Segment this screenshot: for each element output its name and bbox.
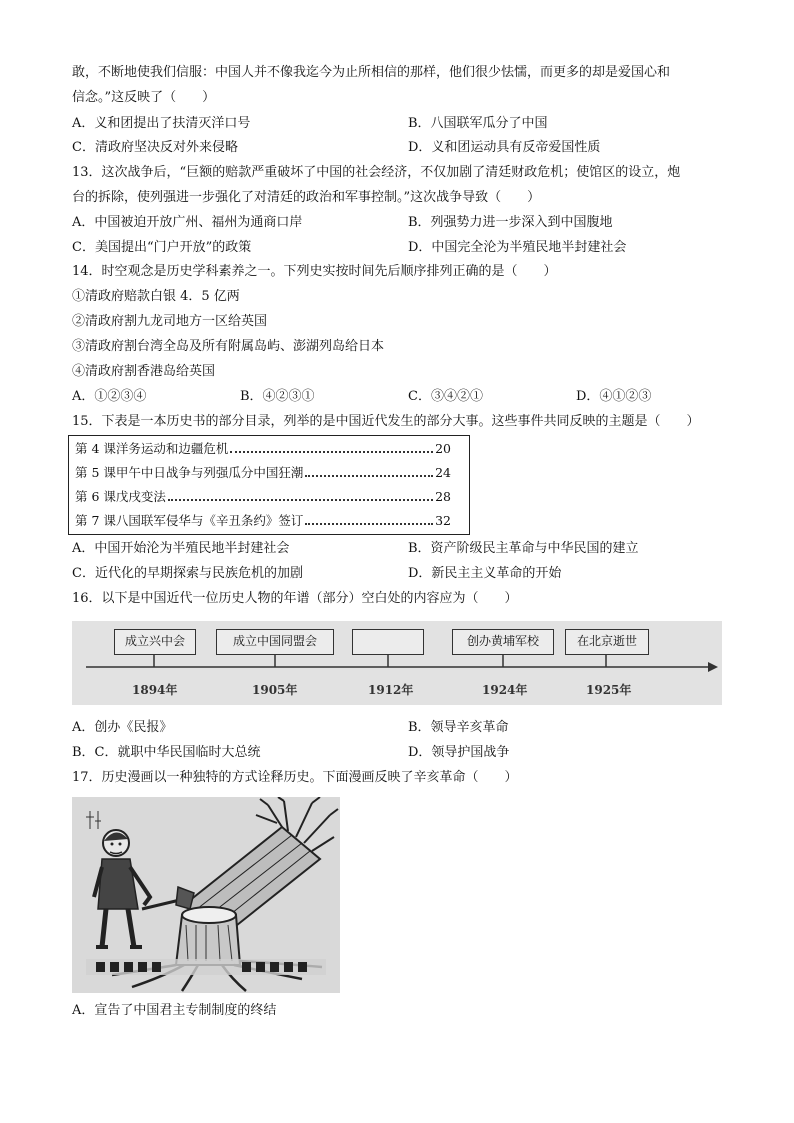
toc-title: 第 4 课洋务运动和边疆危机 bbox=[75, 441, 229, 456]
passage-line-1: 敢，不断地使我们信服：中国人并不像我迄今为止所相信的那样，他们很少怯懦，而更多的却是爱国心和 bbox=[72, 65, 671, 80]
q14-stem: 14．时空观念是历史学科素养之一。下列史实按时间先后顺序排列正确的是（ ） bbox=[72, 264, 557, 279]
q13-option-c[interactable]: C．美国提出“门户开放”的政策 bbox=[72, 240, 252, 255]
toc-row bbox=[75, 511, 451, 531]
q13-option-d[interactable]: D．中国完全沦为半殖民地半封建社会 bbox=[408, 240, 627, 255]
timeline-event: 创办黄埔军校 bbox=[452, 629, 554, 655]
toc-page-number: 28 bbox=[435, 489, 451, 504]
toc-title: 第 7 课八国联军侵华与《辛丑条约》签订 bbox=[75, 513, 304, 528]
q16-stem: 16．以下是中国近代一位历史人物的年谱（部分）空白处的内容应为（ ） bbox=[72, 591, 518, 606]
q12-option-d[interactable]: D．义和团运动具有反帝爱国性质 bbox=[408, 140, 601, 155]
q14-item-2: ②清政府割九龙司地方一区给英国 bbox=[72, 314, 268, 329]
toc-row bbox=[75, 439, 451, 459]
timeline-year: 1925年 bbox=[586, 683, 632, 697]
q14-item-4: ④清政府割香港岛给英国 bbox=[72, 364, 216, 379]
q15-option-d[interactable]: D．新民主主义革命的开始 bbox=[408, 566, 562, 581]
chronology-timeline bbox=[72, 621, 722, 705]
toc-page-number: 24 bbox=[435, 465, 451, 480]
q16-option-a[interactable]: A．创办《民报》 bbox=[72, 720, 173, 735]
q14-option-c[interactable]: C．③④②① bbox=[408, 389, 483, 404]
q13-stem-line-1: 13．这次战争后，“巨额的赔款严重破坏了中国的社会经济，不仅加剧了清廷财政危机；使馆区的设立，炮 bbox=[72, 165, 681, 180]
q17-stem: 17．历史漫画以一种独特的方式诠释历史。下面漫画反映了辛亥革命（ ） bbox=[72, 770, 518, 785]
timeline-year: 1924年 bbox=[482, 683, 528, 697]
timeline-event: 成立兴中会 bbox=[114, 629, 196, 655]
q12-option-b[interactable]: B．八国联军瓜分了中国 bbox=[408, 116, 548, 131]
timeline-year: 1905年 bbox=[252, 683, 298, 697]
toc-title: 第 5 课甲午中日战争与列强瓜分中国狂潮 bbox=[75, 465, 304, 480]
timeline-year: 1894年 bbox=[132, 683, 178, 697]
timeline-blank-box bbox=[352, 629, 424, 655]
history-cartoon bbox=[72, 797, 340, 993]
toc-page-number: 20 bbox=[435, 441, 451, 456]
q13-option-a[interactable]: A．中国被迫开放广州、福州为通商口岸 bbox=[72, 215, 303, 230]
q14-option-a[interactable]: A．①②③④ bbox=[72, 389, 147, 404]
toc-leader-dots bbox=[230, 451, 433, 453]
cartoon-illustration bbox=[72, 797, 340, 993]
q13-stem-line-2: 台的拆除，使列强进一步强化了对清廷的政治和军事控制。”这次战争导致（ ） bbox=[72, 190, 541, 205]
q16-option-c[interactable]: B．C．就职中华民国临时大总统 bbox=[72, 745, 261, 760]
toc-title: 第 6 课戊戌变法 bbox=[75, 489, 166, 504]
passage-line-2: 信念。”这反映了（ ） bbox=[72, 90, 216, 105]
q16-option-b[interactable]: B．领导辛亥革命 bbox=[408, 720, 509, 735]
q15-option-b[interactable]: B．资产阶级民主革命与中华民国的建立 bbox=[408, 541, 639, 556]
q16-option-d[interactable]: D．领导护国战争 bbox=[408, 745, 510, 760]
timeline-event: 成立中国同盟会 bbox=[216, 629, 334, 655]
q12-option-a[interactable]: A．义和团提出了扶清灭洋口号 bbox=[72, 116, 251, 131]
timeline-year: 1912年 bbox=[368, 683, 414, 697]
toc-row bbox=[75, 463, 451, 483]
q14-option-d[interactable]: D．④①②③ bbox=[576, 389, 652, 404]
timeline-event: 在北京逝世 bbox=[565, 629, 649, 655]
q12-option-c[interactable]: C．清政府坚决反对外来侵略 bbox=[72, 140, 238, 155]
q15-option-a[interactable]: A．中国开始沦为半殖民地半封建社会 bbox=[72, 541, 290, 556]
q13-option-b[interactable]: B．列强势力进一步深入到中国腹地 bbox=[408, 215, 613, 230]
table-of-contents bbox=[68, 435, 470, 535]
q15-option-c[interactable]: C．近代化的早期探索与民族危机的加剧 bbox=[72, 566, 303, 581]
q14-item-1: ①清政府赔款白银 4．5 亿两 bbox=[72, 289, 240, 304]
toc-row bbox=[75, 487, 451, 507]
toc-leader-dots bbox=[168, 499, 433, 501]
toc-leader-dots bbox=[305, 475, 433, 477]
q14-option-b[interactable]: B．④②③① bbox=[240, 389, 315, 404]
q17-option-a[interactable]: A．宣告了中国君主专制制度的终结 bbox=[72, 1003, 277, 1018]
q14-item-3: ③清政府割台湾全岛及所有附属岛屿、澎湖列岛给日本 bbox=[72, 339, 385, 354]
toc-leader-dots bbox=[305, 523, 433, 525]
q15-stem: 15．下表是一本历史书的部分目录，列举的是中国近代发生的部分大事。这些事件共同反映的主题是（ ） bbox=[72, 414, 700, 429]
toc-page-number: 32 bbox=[435, 513, 451, 528]
